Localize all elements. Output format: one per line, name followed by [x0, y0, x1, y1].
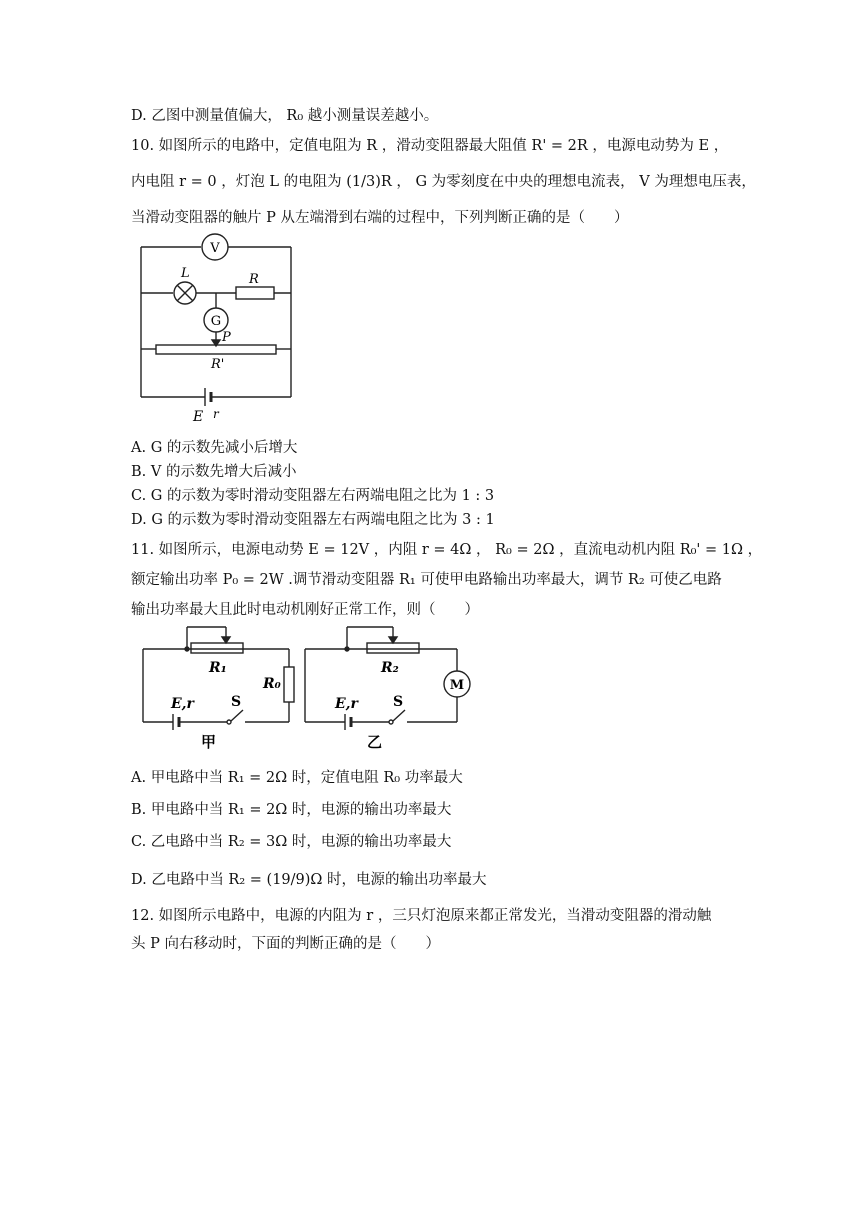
q10-stem-line-2: 内电阻 r = 0 ，灯泡 L 的电阻为 (1/3)R ， G 为零刻度在中央的理想电流表， V 为理想电压表， [131, 174, 756, 190]
jia-circuit-label: 甲 [201, 733, 217, 751]
q12-stem-line-2: 头 P 向右移动时，下面的判断正确的是（ ） [131, 936, 440, 952]
q11-option-d: D. 乙电路中当 R₂ = (19/9)Ω 时，电源的输出功率最大 [131, 872, 487, 888]
slider-p-label: P [222, 330, 231, 345]
motor-label: M [449, 678, 465, 693]
yi-switch-label: S [393, 694, 404, 710]
emf-label: E [193, 409, 204, 425]
q12-stem-line-1: 12. 如图所示电路中，电源的内阻为 r ，三只灯泡原来都正常发光，当滑动变阻器的滑动触 [131, 908, 712, 924]
q10-option-a: A. G 的示数先减小后增大 [131, 440, 298, 456]
jia-switch-label: S [231, 694, 242, 710]
internal-r-label: r [213, 407, 219, 421]
galvanometer-label: G [210, 314, 222, 329]
voltmeter-label: V [210, 241, 220, 256]
q10-option-d: D. G 的示数为零时滑动变阻器左右两端电阻之比为 3 : 1 [131, 512, 495, 528]
q9-option-d: D. 乙图中测量值偏大， R₀ 越小测量误差越小。 [131, 108, 439, 124]
q10-stem-line-3: 当滑动变阻器的触片 P 从左端滑到右端的过程中，下列判断正确的是（ ） [131, 210, 629, 226]
q10-stem-line-1: 10. 如图所示的电路中，定值电阻为 R ，滑动变阻器最大阻值 R' = 2R ，电源电动势为 E ， [131, 138, 729, 154]
q11-stem-line-2: 额定输出功率 P₀ = 2W .调节滑动变阻器 R₁ 可使甲电路输出功率最大，调节 R₂ 可使乙电路 [131, 572, 722, 588]
q11-option-c: C. 乙电路中当 R₂ = 3Ω 时，电源的输出功率最大 [131, 834, 452, 850]
yi-emf-label: E,r [335, 696, 358, 712]
rheostat-label: R' [211, 357, 225, 372]
resistor-r-label: R [249, 272, 259, 287]
r0-label: R₀ [263, 676, 281, 692]
q10-option-c: C. G 的示数为零时滑动变阻器左右两端电阻之比为 1 : 3 [131, 488, 495, 504]
q11-option-b: B. 甲电路中当 R₁ = 2Ω 时，电源的输出功率最大 [131, 802, 452, 818]
q11-circuit-diagrams [131, 622, 471, 757]
yi-circuit-label: 乙 [367, 733, 383, 751]
r2-label: R₂ [381, 660, 399, 676]
q11-stem-line-1: 11. 如图所示，电源电动势 E = 12V ，内阻 r = 4Ω ， R₀ = 2Ω ，直流电动机内阻 R₀' = 1Ω ， [131, 542, 763, 558]
q10-option-b: B. V 的示数先增大后减小 [131, 464, 297, 480]
q11-stem-line-3: 输出功率最大且此时电动机刚好正常工作，则（ ） [131, 602, 479, 618]
jia-emf-label: E,r [171, 696, 194, 712]
q11-option-a: A. 甲电路中当 R₁ = 2Ω 时，定值电阻 R₀ 功率最大 [131, 770, 463, 786]
lamp-label: L [181, 266, 190, 281]
r1-label: R₁ [209, 660, 227, 676]
q10-circuit-diagram [131, 232, 301, 427]
